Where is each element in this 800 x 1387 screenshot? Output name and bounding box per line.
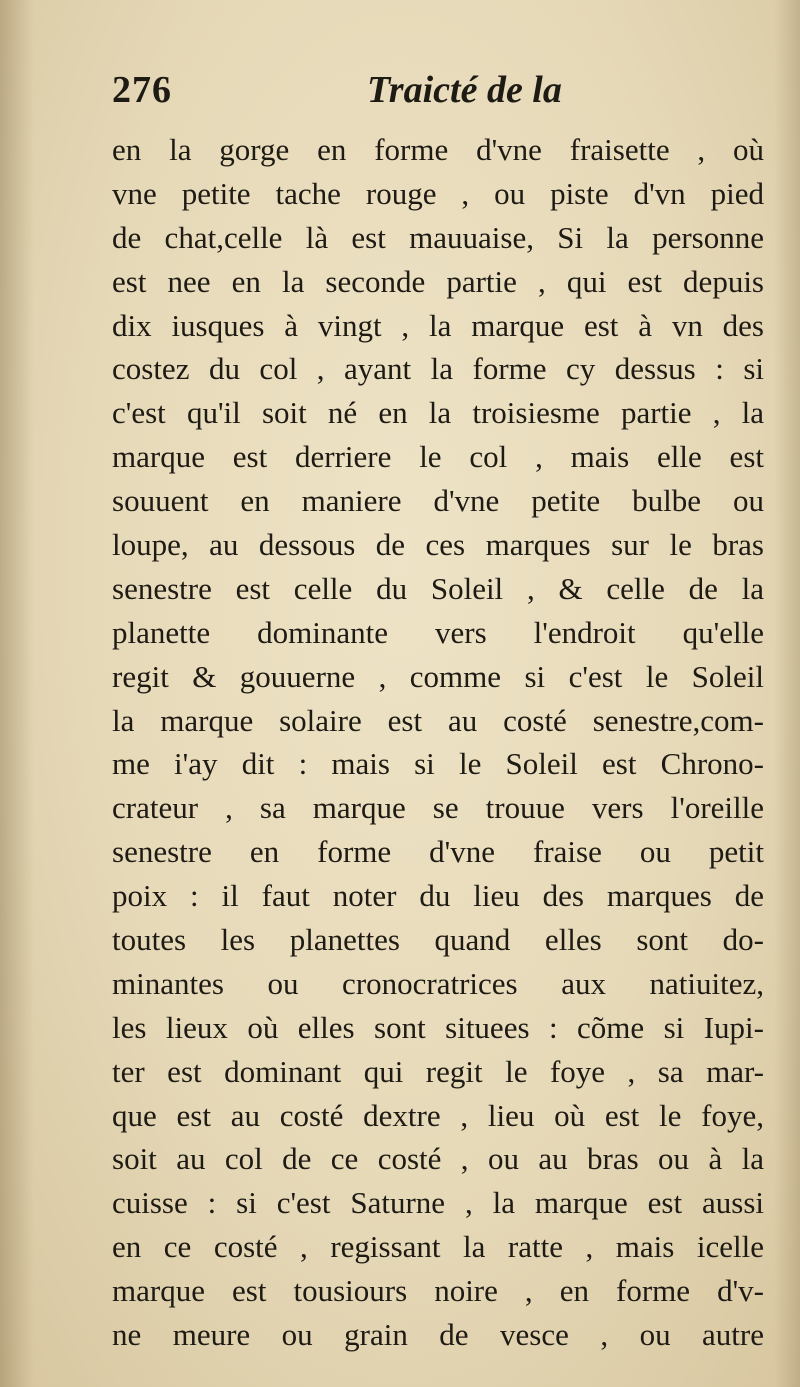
text-line: que est au costé dextre , lieu où est le foye, bbox=[112, 1097, 764, 1133]
text-line: marque est derriere le col , mais elle est bbox=[112, 439, 764, 475]
text-line: en la gorge en forme d'vne fraisette , où bbox=[112, 132, 764, 167]
text-line: poix : il faut noter du lieu des marques de bbox=[112, 878, 764, 914]
page-number: 276 bbox=[112, 69, 172, 111]
text-line: la marque solaire est au costé senestre,com- bbox=[112, 702, 764, 738]
text-line: costez du col , ayant la forme cy dessus : si bbox=[112, 351, 764, 387]
text-line: ne meure ou grain de vesce , ou autre bbox=[112, 1317, 764, 1353]
text-line: ter est dominant qui regit le foye , sa mar- bbox=[112, 1053, 764, 1089]
text-line: regit & gouuerne , comme si c'est le Soleil bbox=[112, 658, 764, 694]
text-line: souuent en maniere d'vne petite bulbe ou bbox=[112, 483, 764, 519]
text-line: planette dominante vers l'endroit qu'elle bbox=[112, 614, 764, 650]
text-line: c'est qu'il soit né en la troisiesme partie , la bbox=[112, 395, 764, 431]
text-line: toutes les planettes quand elles sont do- bbox=[112, 922, 764, 958]
page-header bbox=[112, 64, 672, 114]
text-line: cuisse : si c'est Saturne , la marque est aussi bbox=[112, 1185, 764, 1221]
text-line: me i'ay dit : mais si le Soleil est Chrono- bbox=[112, 746, 764, 782]
text-line: dix iusques à vingt , la marque est à vn des bbox=[112, 307, 764, 343]
text-line: crateur , sa marque se trouue vers l'oreille bbox=[112, 790, 764, 826]
text-line: loupe, au dessous de ces marques sur le bras bbox=[112, 527, 764, 563]
body-text bbox=[112, 128, 764, 1357]
running-head: Traicté de la bbox=[367, 69, 562, 111]
text-line: en ce costé , regissant la ratte , mais icelle bbox=[112, 1229, 764, 1265]
text-line: vne petite tache rouge , ou piste d'vn pied bbox=[112, 175, 764, 211]
text-line: senestre est celle du Soleil , & celle de la bbox=[112, 570, 764, 606]
text-line: est nee en la seconde partie , qui est depuis bbox=[112, 263, 764, 299]
text-line: les lieux où elles sont situees : cõme si Iupi- bbox=[112, 1009, 764, 1045]
text-line: de chat,celle là est mauuaise, Si la personne bbox=[112, 219, 764, 255]
text-line: senestre en forme d'vne fraise ou petit bbox=[112, 834, 764, 870]
text-line: soit au col de ce costé , ou au bras ou à la bbox=[112, 1141, 764, 1177]
text-line: marque est tousiours noire , en forme d'v- bbox=[112, 1273, 764, 1309]
text-line: minantes ou cronocratrices aux natiuitez, bbox=[112, 965, 764, 1001]
